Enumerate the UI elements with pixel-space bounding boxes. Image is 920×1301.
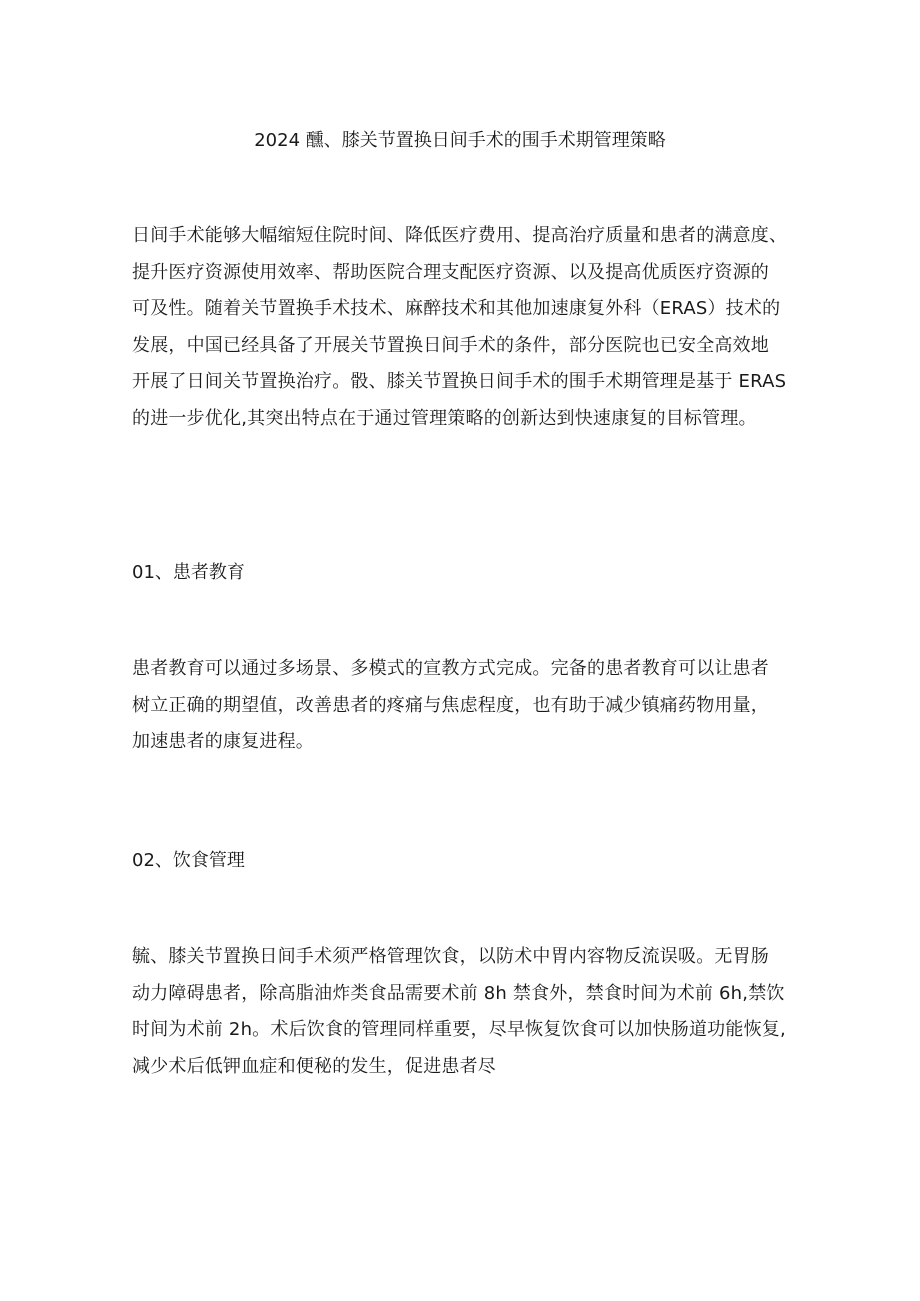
paragraph-line: 动力障碍患者，除高脂油炸类食品需要术前 8h 禁食外，禁食时间为术前 6h,禁饮 (132, 982, 785, 1004)
section-heading-patient-education: 01、患者教育 (132, 562, 245, 583)
paragraph-line: 加速患者的康复进程。 (132, 731, 314, 753)
diet-management-paragraph (132, 939, 804, 1085)
intro-paragraph (132, 218, 804, 438)
patient-education-paragraph (132, 651, 804, 761)
paragraph-line: 患者教育可以通过多场景、多模式的宣教方式完成。完备的患者教育可以让患者 (132, 658, 769, 679)
section-heading-diet-management: 02、饮食管理 (132, 850, 245, 871)
paragraph-line: 提升医疗资源使用效率、帮助医院合理支配医疗资源、以及提高优质医疗资源的 (132, 261, 769, 283)
document-title: 2024 醺、膝关节置换日间手术的围手术期管理策略 (254, 130, 666, 151)
paragraph-line: 减少术后低钾血症和便秘的发生，促进患者尽 (132, 1055, 496, 1077)
paragraph-line: 发展，中国已经具备了开展关节置换日间手术的条件，部分医院也已安全高效地 (132, 334, 769, 356)
paragraph-line: 开展了日间关节置换治疗。骰、膝关节置换日间手术的围手术期管理是基于 ERAS (132, 371, 787, 393)
paragraph-line: 可及性。随着关节置换手术技术、麻醉技术和其他加速康复外科（ERAS）技术的 (132, 298, 781, 320)
paragraph-line: 时间为术前 2h。术后饮食的管理同样重要，尽早恢复饮食可以加快肠道功能恢复, (132, 1019, 786, 1041)
paragraph-line: 日间手术能够大幅缩短住院时间、降低医疗费用、提高治疗质量和患者的满意度、 (132, 225, 788, 246)
paragraph-line: 的进一步优化,其突出特点在于通过管理策略的创新达到快速康复的目标管理。 (132, 407, 757, 429)
paragraph-line: 毓、膝关节置换日间手术须严格管理饮食，以防术中胃内容物反流误吸。无胃肠 (132, 946, 769, 967)
paragraph-line: 树立正确的期望值，改善患者的疼痛与焦虑程度，也有助于减少镇痛药物用量， (132, 694, 769, 716)
